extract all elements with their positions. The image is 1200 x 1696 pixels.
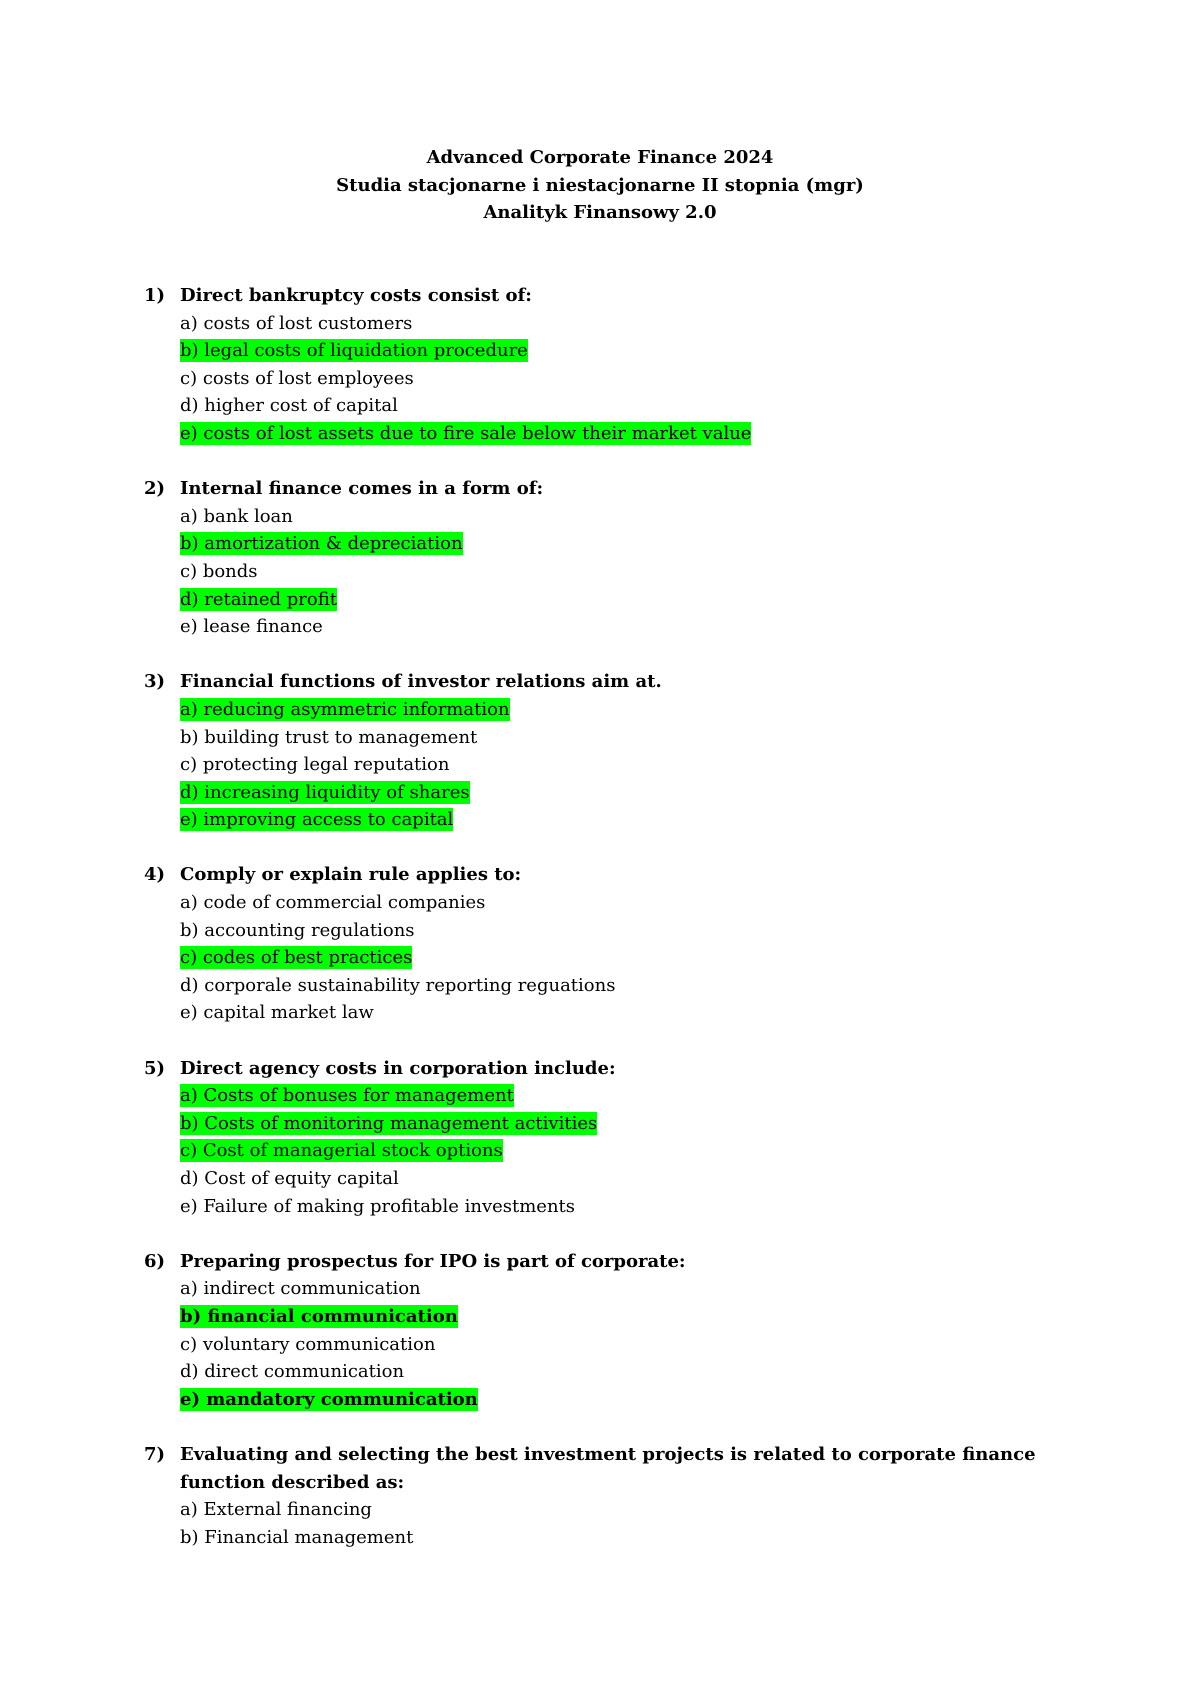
question-item (144, 1248, 1084, 1414)
answer-text: a) External financing (180, 1499, 372, 1521)
answer-option-highlighted (180, 530, 1084, 558)
answer-option-highlighted (180, 944, 1084, 972)
question-text: Preparing prospectus for IPO is part of corporate: (180, 1250, 686, 1272)
answer-text: a) code of commercial companies (180, 892, 486, 914)
answer-option-highlighted (180, 420, 1084, 448)
answer-list (180, 1275, 1084, 1413)
answer-option (180, 613, 1084, 641)
answer-option (180, 1358, 1084, 1386)
answer-text: a) costs of lost customers (180, 312, 413, 334)
answer-text: b) legal costs of liquidation procedure (180, 340, 528, 362)
answer-text: c) Cost of managerial stock options (180, 1140, 503, 1162)
question-number: 4) (144, 864, 166, 886)
question-text: Direct agency costs in corporation include: (180, 1057, 616, 1079)
answer-option (180, 1331, 1084, 1359)
answer-option (180, 972, 1084, 1000)
answer-option (180, 917, 1084, 945)
answer-option (180, 558, 1084, 586)
question-body (180, 1055, 1084, 1221)
answer-text: b) accounting regulations (180, 919, 415, 941)
question-number: 2) (144, 478, 166, 500)
question-text: Evaluating and selecting the best investment projects is related to corporate finance function described as: (180, 1443, 1036, 1493)
answer-option (180, 310, 1084, 338)
question-text: Direct bankruptcy costs consist of: (180, 285, 532, 306)
question-number: 5) (144, 1057, 166, 1079)
answer-text: b) building trust to management (180, 726, 478, 748)
question-body (180, 1248, 1084, 1414)
question-row (144, 668, 1084, 834)
document-header (0, 144, 1200, 227)
answer-list (180, 696, 1084, 834)
answer-list (180, 889, 1084, 1027)
question-item (144, 282, 1084, 448)
answer-text: b) Costs of monitoring management activities (180, 1112, 598, 1134)
question-list (144, 282, 1084, 1579)
answer-option (180, 503, 1084, 531)
answer-text: a) bank loan (180, 505, 293, 527)
answer-text: d) direct communication (180, 1361, 405, 1383)
answer-list (180, 310, 1084, 448)
answer-text: d) retained profit (180, 588, 337, 610)
answer-option-highlighted (180, 806, 1084, 834)
question-row (144, 1441, 1084, 1551)
document-title: Advanced Corporate Finance 2024 (426, 147, 774, 168)
answer-option (180, 724, 1084, 752)
answer-option-highlighted (180, 1386, 1084, 1414)
answer-option (180, 751, 1084, 779)
answer-option (180, 999, 1084, 1027)
answer-text: d) corporale sustainability reporting reguations (180, 974, 616, 996)
answer-text: b) amortization & depreciation (180, 533, 463, 555)
question-row (144, 282, 1084, 448)
answer-option-highlighted (180, 696, 1084, 724)
answer-text: b) financial communication (180, 1305, 458, 1327)
answer-text: e) costs of lost assets due to fire sale below their market value (180, 422, 752, 444)
question-item (144, 475, 1084, 641)
question-number: 1) (144, 285, 166, 306)
question-text: Comply or explain rule applies to: (180, 864, 522, 886)
question-item (144, 861, 1084, 1027)
answer-option-highlighted (180, 586, 1084, 614)
answer-list (180, 1496, 1084, 1551)
question-row (144, 475, 1084, 641)
answer-option-highlighted (180, 1303, 1084, 1331)
answer-option-highlighted (180, 337, 1084, 365)
question-item (144, 1441, 1084, 1551)
question-body (180, 1441, 1084, 1551)
question-number: 6) (144, 1250, 166, 1272)
answer-option-highlighted (180, 1137, 1084, 1165)
answer-text: e) capital market law (180, 1002, 374, 1024)
answer-text: c) protecting legal reputation (180, 754, 450, 776)
answer-text: d) Cost of equity capital (180, 1168, 399, 1189)
document-subtitle: Studia stacjonarne i niestacjonarne II stopnia (mgr) (336, 174, 864, 196)
answer-text: b) Financial management (180, 1526, 414, 1548)
answer-text: c) codes of best practices (180, 947, 413, 969)
answer-list (180, 503, 1084, 641)
question-body (180, 861, 1084, 1027)
answer-text: a) Costs of bonuses for management (180, 1085, 514, 1107)
answer-option (180, 365, 1084, 393)
answer-option (180, 1193, 1084, 1221)
question-text: Internal finance comes in a form of: (180, 478, 544, 500)
question-item (144, 668, 1084, 834)
question-number: 3) (144, 671, 166, 693)
answer-text: e) improving access to capital (180, 809, 454, 831)
answer-option-highlighted (180, 779, 1084, 807)
answer-text: a) indirect communication (180, 1278, 421, 1300)
answer-text: a) reducing asymmetric information (180, 698, 510, 720)
question-number: 7) (144, 1443, 166, 1465)
question-row (144, 1248, 1084, 1414)
question-item (144, 1055, 1084, 1221)
answer-option-highlighted (180, 1082, 1084, 1110)
answer-option (180, 1496, 1084, 1524)
answer-option (180, 1275, 1084, 1303)
answer-option (180, 392, 1084, 420)
answer-option-highlighted (180, 1110, 1084, 1138)
answer-text: d) increasing liquidity of shares (180, 781, 470, 803)
answer-text: c) bonds (180, 560, 258, 582)
answer-list (180, 1082, 1084, 1220)
question-body (180, 282, 1084, 448)
answer-option (180, 1165, 1084, 1193)
answer-text: e) mandatory communication (180, 1388, 478, 1410)
question-row (144, 1055, 1084, 1221)
question-body (180, 668, 1084, 834)
answer-text: d) higher cost of capital (180, 395, 398, 417)
program-name: Analityk Finansowy 2.0 (483, 202, 717, 224)
answer-option (180, 889, 1084, 917)
question-text: Financial functions of investor relations aim at. (180, 671, 662, 693)
answer-text: e) lease finance (180, 616, 323, 638)
question-body (180, 475, 1084, 641)
answer-text: c) costs of lost employees (180, 367, 414, 389)
answer-option (180, 1524, 1084, 1552)
answer-text: c) voluntary communication (180, 1333, 436, 1355)
question-row (144, 861, 1084, 1027)
answer-text: e) Failure of making profitable investments (180, 1195, 576, 1217)
